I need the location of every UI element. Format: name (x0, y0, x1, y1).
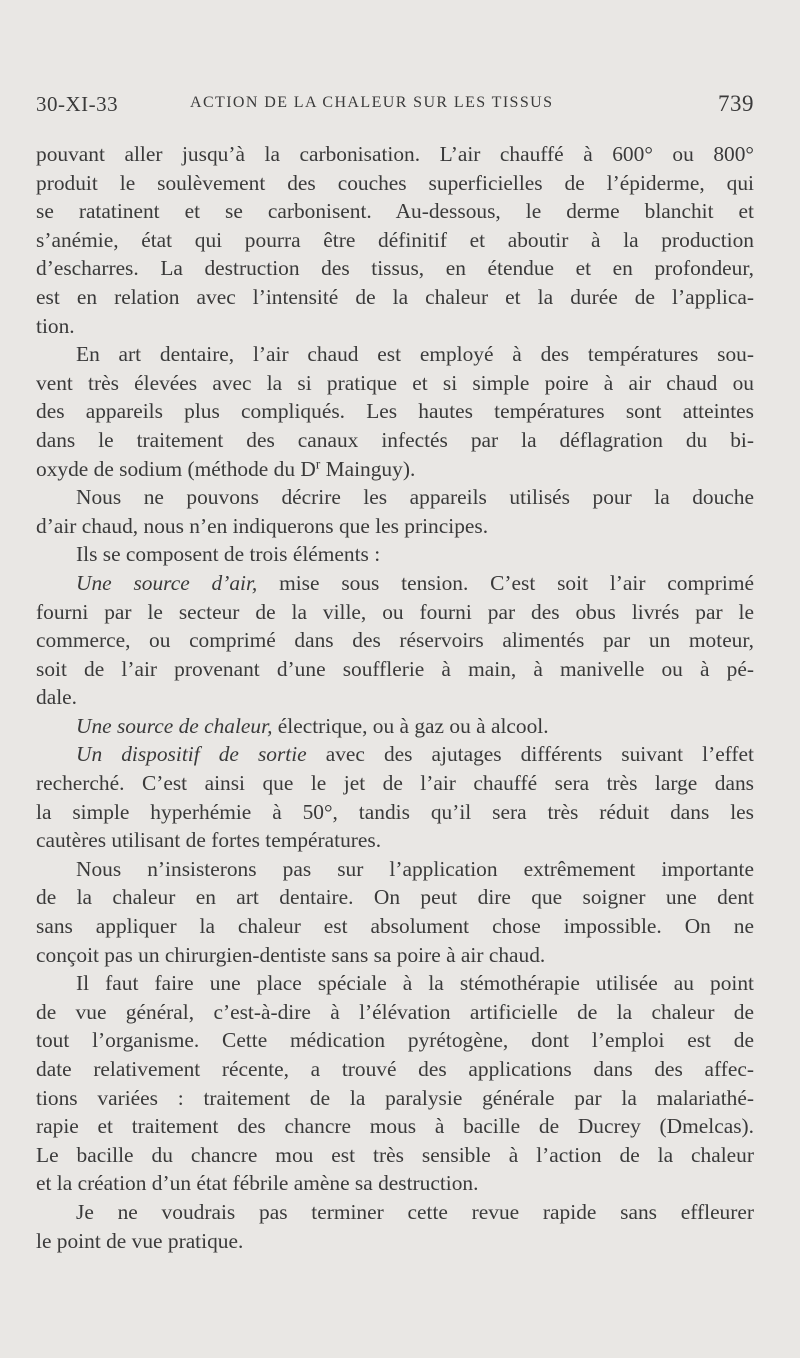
text-line (36, 740, 754, 769)
text-span: électrique, ou à gaz ou à alcool. (272, 713, 549, 738)
running-header (36, 92, 754, 124)
header-date: 30-XI-33 (36, 92, 119, 116)
text-line: le point de vue pratique. (36, 1228, 244, 1253)
text-line: tion. (36, 313, 75, 338)
text-line (36, 712, 754, 741)
italic-term: Un dispositif de sortie (76, 742, 307, 767)
superscript: r (315, 456, 321, 472)
text-line: conçoit pas un chirurgien-dentiste sans sa poire à air chaud. (36, 942, 546, 967)
text-line: commerce, ou comprimé dans des réservoirs alimentés par un moteur, (36, 628, 754, 653)
text-line: tout l’organisme. Cette médication pyrétogène, dont l’emploi est de (36, 1028, 754, 1053)
text-line: Nous ne pouvons décrire les appareils utilisés pour la douche (76, 485, 754, 510)
text-line (36, 455, 754, 484)
text-line: tions variées : traitement de la paralysie générale par la malariathé- (36, 1085, 754, 1110)
text-line: se ratatinent et se carbonisent. Au-dessous, le derme blanchit et (36, 199, 754, 224)
text-span: mise sous tension. C’est soit l’air comprimé (257, 570, 755, 595)
text-line: la simple hyperhémie à 50°, tandis qu’il sera très réduit dans les (36, 799, 754, 824)
text-line: En art dentaire, l’air chaud est employé à des températures sou- (76, 342, 754, 367)
text-line: sans appliquer la chaleur est absolument chose impossible. On ne (36, 914, 754, 939)
text-line: dale. (36, 685, 77, 710)
text-line: d’air chaud, nous n’en indiquerons que les principes. (36, 513, 489, 538)
text-line: fourni par le secteur de la ville, ou fourni par des obus livrés par le (36, 599, 754, 624)
text-line: Il faut faire une place spéciale à la stémothérapie utilisée au point (76, 971, 754, 996)
text-line: soit de l’air provenant d’une soufflerie à main, à manivelle ou à pé- (36, 656, 754, 681)
text-line: cautères utilisant de fortes températures. (36, 828, 382, 853)
text-line: des appareils plus compliqués. Les hautes températures sont atteintes (36, 399, 754, 424)
text-line: Le bacille du chancre mou est très sensible à l’action de la chaleur (36, 1142, 754, 1167)
text-line: date relativement récente, a trouvé des applications dans des affec- (36, 1057, 754, 1081)
text-line (36, 569, 754, 598)
text-line: d’escharres. La destruction des tissus, en étendue et en profondeur, (36, 256, 754, 281)
italic-term: Une source d’air, (76, 570, 258, 595)
text-line: s’anémie, état qui pourra être définitif et aboutir à la production (36, 227, 754, 252)
text-line: et la création d’un état fébrile amène sa destruction. (36, 1171, 479, 1196)
text-line: rapie et traitement des chancre mous à bacille de Ducrey (Dmelcas). (36, 1114, 754, 1139)
text-line: recherché. C’est ainsi que le jet de l’air chauffé sera très large dans (36, 771, 754, 796)
text-line: de vue général, c’est-à-dire à l’élévation artificielle de la chaleur de (36, 999, 754, 1024)
text-line: dans le traitement des canaux infectés par la déflagration du bi- (36, 427, 754, 452)
text-line: Je ne voudrais pas terminer cette revue rapide sans effleurer (76, 1199, 754, 1224)
text-line: Ils se composent de trois éléments : (76, 542, 381, 567)
text-line: vent très élevées avec la si pratique et si simple poire à air chaud ou (36, 370, 754, 395)
text-line: est en relation avec l’intensité de la chaleur et la durée de l’applica- (36, 284, 754, 309)
text-line: pouvant aller jusqu’à la carbonisation. L’air chauffé à 600° ou 800° (36, 142, 754, 166)
body-text (36, 140, 754, 1255)
header-title: ACTION DE LA CHALEUR SUR LES TISSUS (190, 94, 554, 111)
text-span: avec des ajutages différents suivant l’effet (306, 742, 754, 767)
page-number: 739 (718, 91, 754, 116)
text-line: de la chaleur en art dentaire. On peut dire que soigner une dent (36, 885, 754, 910)
text-line: Nous n’insisterons pas sur l’application extrêmement importante (76, 856, 754, 881)
text-span: Mainguy). (320, 456, 416, 481)
italic-term: Une source de chaleur, (76, 713, 273, 738)
text-span: oxyde de sodium (méthode du D (36, 456, 316, 481)
text-line: produit le soulèvement des couches superficielles de l’épiderme, qui (36, 170, 754, 195)
